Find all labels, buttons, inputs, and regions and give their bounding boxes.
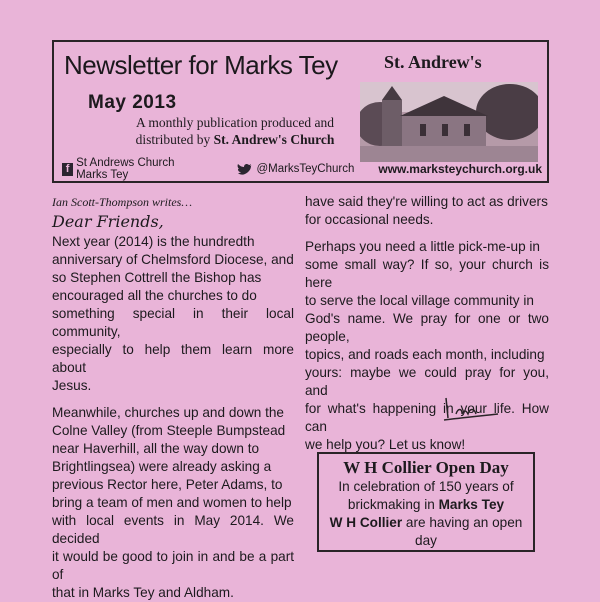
twitter-link[interactable]	[237, 163, 354, 176]
open-day-notice	[317, 452, 535, 552]
salutation: Dear Friends,	[52, 212, 164, 231]
paragraph-1: Next year (2014) is the hundredth anniversary of Chelmsford Diocese, and so Stephen Cottrell the Bishop has encouraged all the churches to do something special in their local community, especially to help them learn more about Jesus.	[52, 234, 294, 393]
facebook-label: St Andrews Church Marks Tey	[76, 157, 175, 181]
event-line-3: W H Collier are having an open day	[329, 515, 523, 548]
twitter-label: @MarksTeyChurch	[256, 163, 355, 175]
masthead	[52, 40, 549, 183]
issue-date: May 2013	[88, 92, 177, 113]
subtitle-line-2-prefix: distributed by	[135, 132, 214, 147]
contact-row	[62, 157, 542, 181]
newsletter-title: Newsletter for Marks Tey	[64, 50, 338, 80]
church-photo	[360, 82, 538, 162]
facebook-link[interactable]	[62, 157, 207, 181]
author-line: Ian Scott-Thompson writes…	[52, 195, 193, 209]
event-title: W H Collier Open Day	[343, 458, 509, 477]
event-line-2: brickmaking in Marks Tey	[347, 497, 505, 512]
subtitle-line-1: A monthly publication produced and	[136, 115, 334, 130]
twitter-bird-icon	[237, 163, 253, 176]
letter-right-column	[305, 193, 549, 454]
paragraph-3: have said they're willing to act as drivers for occasional needs.	[305, 194, 548, 227]
signature	[440, 394, 500, 424]
event-line-1: In celebration of 150 years of	[338, 479, 514, 494]
paragraph-2: Meanwhile, churches up and down the Colne Valley (from Steeple Bumpstead near Haverhill, all the way down to Brightlingsea) were already asking a previous Rector here, Peter Adams, to bring a team of men and women to help with local events in May 2014. We decided it would be good to join in and be a part of that in Marks Tey and Aldham.	[52, 405, 294, 600]
subtitle-line-2-church: St. Andrew's Church	[213, 132, 335, 147]
masthead-subtitle	[100, 114, 370, 148]
facebook-icon: f	[62, 163, 73, 176]
letter-left-column	[52, 193, 294, 602]
paragraph-4: Perhaps you need a little pick-me-up in some small way? If so, your church is here to serve the local village community in God's name. We pray for one or two people, topics, and roads each month, including yours: maybe we could pray for you, and for what's happening in your life. How can we help you? Let us know!	[305, 239, 549, 452]
website-link[interactable]: www.marksteychurch.org.uk	[378, 162, 542, 176]
church-name: St. Andrew's	[384, 52, 482, 72]
